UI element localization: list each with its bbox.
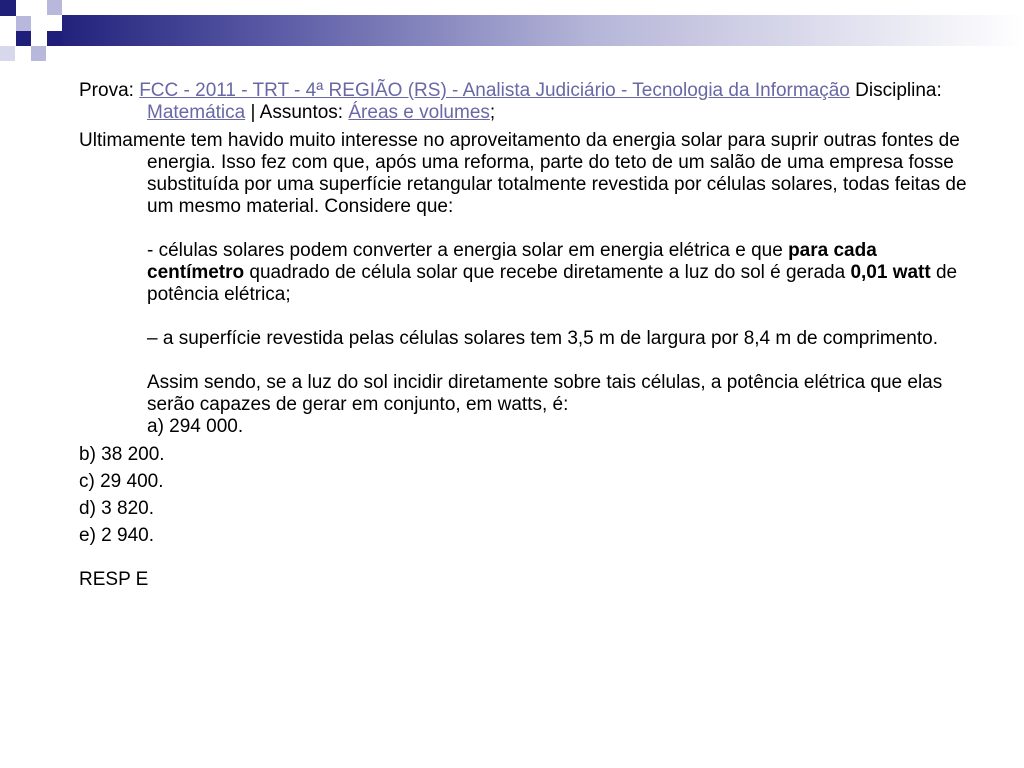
deco-square-4: [47, 0, 62, 15]
deco-square-5: [16, 31, 31, 46]
spacer: [147, 350, 979, 372]
condition-1-text-a: - células solares podem converter a energia solar em energia elétrica e que: [147, 240, 789, 261]
option-c: c) 29 400.: [79, 471, 164, 492]
spacer: [147, 218, 979, 240]
prova-link[interactable]: FCC - 2011 - TRT - 4ª REGIÃO (RS) - Analista Judiciário - Tecnologia da Informação: [139, 80, 850, 101]
deco-square-2: [16, 16, 31, 31]
condition-1: [147, 240, 979, 306]
condition-1-bold-b: 0,01 watt: [850, 262, 931, 283]
deco-square-3: [31, 0, 47, 16]
option-d: d) 3 820.: [79, 498, 154, 519]
deco-square-1: [0, 0, 16, 16]
condition-1-text-c: de potência elétrica;: [147, 262, 958, 305]
option-e: e) 2 940.: [79, 525, 154, 546]
disciplina-label: Disciplina:: [855, 80, 942, 101]
condition-1-bold-a: para cada centímetro: [147, 240, 877, 283]
header-gradient-bar: [62, 15, 1024, 46]
spacer: [147, 306, 979, 328]
deco-square-7: [31, 46, 46, 61]
assuntos-label: | Assuntos:: [250, 102, 344, 123]
source-line: [79, 80, 979, 124]
question-block: [79, 130, 979, 438]
option-b: b) 38 200.: [79, 444, 165, 465]
question-ask: Assim sendo, se a luz do sol incidir diretamente sobre tais células, a potência elétrica que elas serão capazes de gerar em conjunto, em watts, é:: [147, 372, 943, 415]
disciplina-link[interactable]: Matemática: [147, 102, 246, 123]
slide-content: [79, 80, 979, 591]
option-a: a) 294 000.: [147, 416, 244, 437]
prova-label: Prova:: [79, 80, 134, 101]
source-line-end: ;: [489, 102, 496, 123]
question-intro: Ultimamente tem havido muito interesse no aproveitamento da energia solar para suprir outras fontes de energia. Isso fez com que, após uma reforma, parte do teto de um salão de uma empresa fosse substituída por uma superfície retangular totalmente revestida por células solares, todas feitas de um mesmo material. Considere que:: [79, 130, 967, 217]
condition-1-text-b: quadrado de célula solar que recebe diretamente a luz do sol é gerada: [244, 262, 851, 283]
assuntos-link[interactable]: Áreas e volumes: [348, 102, 490, 123]
deco-square-6: [47, 31, 62, 46]
deco-square-8: [0, 46, 15, 61]
condition-2: – a superfície revestida pelas células solares tem 3,5 m de largura por 8,4 m de comprimento.: [147, 328, 938, 349]
answer: RESP E: [79, 569, 149, 590]
header-decoration: [0, 0, 1024, 70]
